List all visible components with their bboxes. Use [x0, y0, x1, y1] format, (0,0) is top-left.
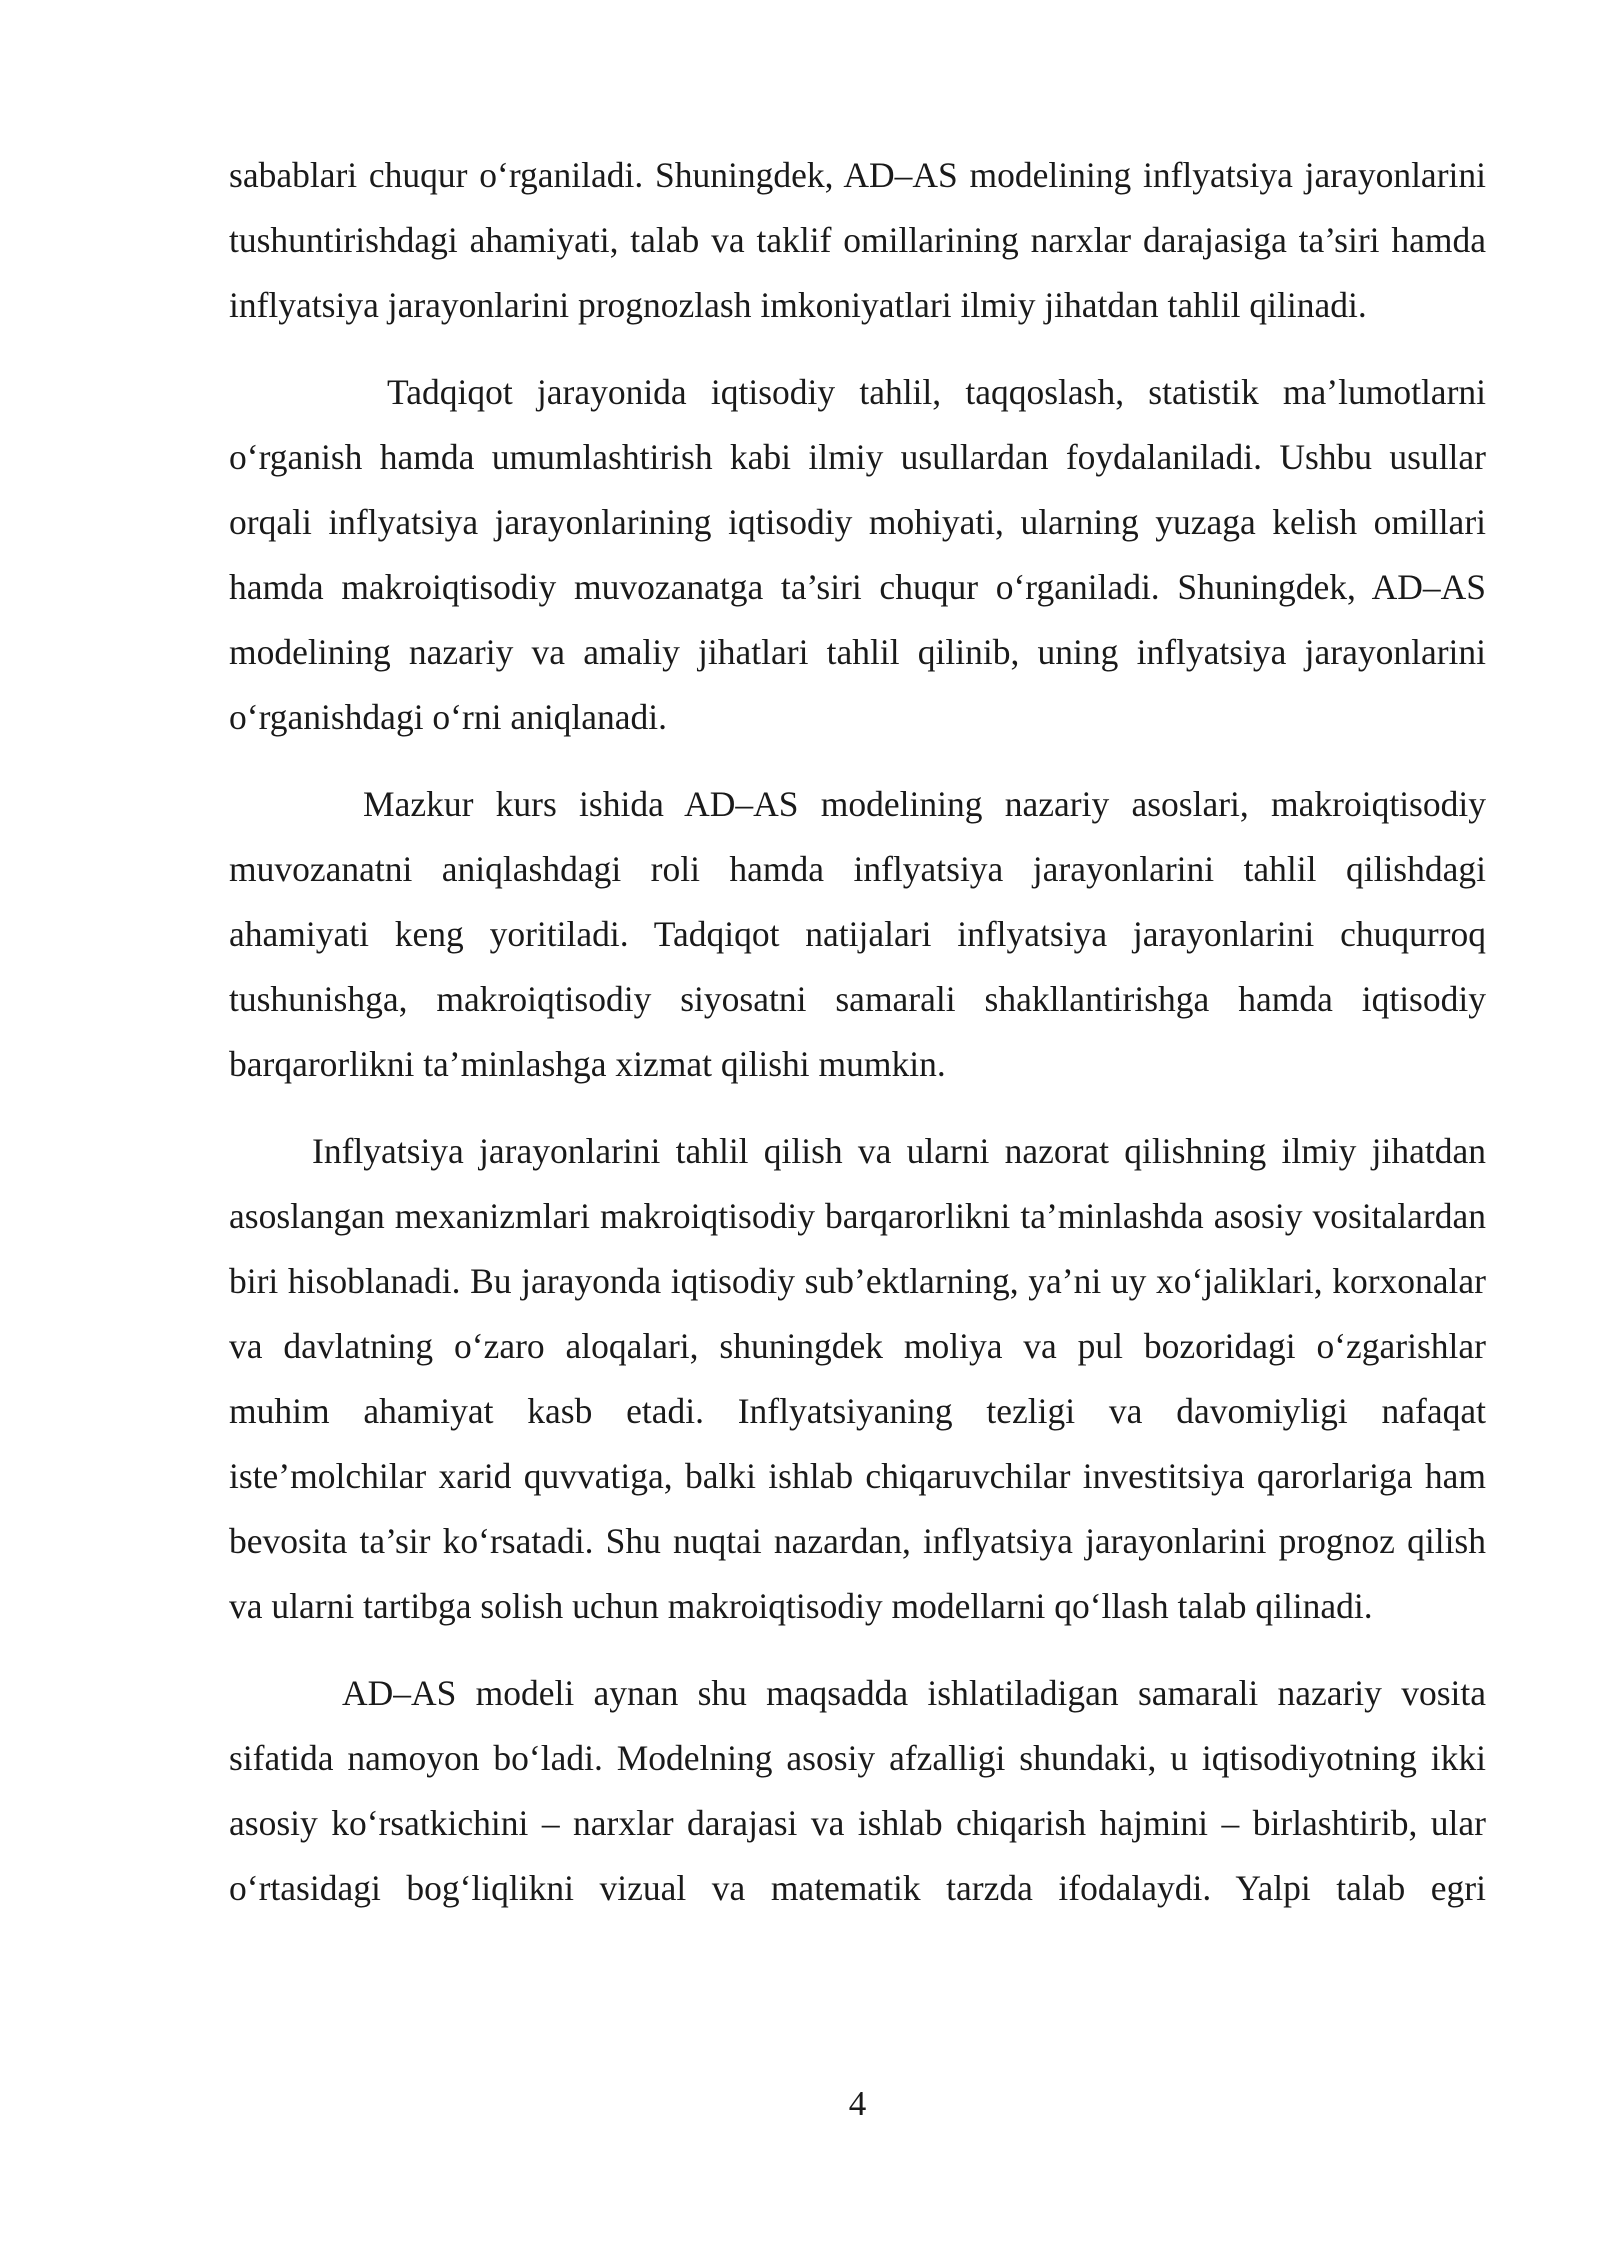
body-text [229, 143, 1486, 1943]
paragraph-1: sabablari chuqur o‘rganiladi. Shuningdek, AD–AS modelining inflyatsiya jarayonlarini tushuntirishdagi ahamiyati, talab va taklif omillarining narxlar darajasiga ta’siri hamda inflyatsiya jarayonlarini prognozlash imkoniyatlari ilmiy jihatdan tahlil qilinadi. [229, 155, 1486, 325]
paragraph-3: Mazkur kurs ishida AD–AS modelining nazariy asoslari, makroiqtisodiy muvozanatni aniqlashdagi roli hamda inflyatsiya jarayonlarini tahlil qilishdagi ahamiyati keng yoritiladi. Tadqiqot natijalari inflyatsiya jarayonlarini chuqurroq tushunishga, makroiqtisodiy siyosatni samarali shakllantirishga hamda iqtisodiy barqarorlikni ta’minlashga xizmat qilishi mumkin. [229, 784, 1486, 1084]
paragraph-2: Tadqiqot jarayonida iqtisodiy tahlil, taqqoslash, statistik ma’lumotlarni o‘rganish hamda umumlashtirish kabi ilmiy usullardan foydalaniladi. Ushbu usullar orqali inflyatsiya jarayonlarining iqtisodiy mohiyati, ularning yuzaga kelish omillari hamda makroiqtisodiy muvozanatga ta’siri chuqur o‘rganiladi. Shuningdek, AD–AS modelining nazariy va amaliy jihatlari tahlil qilinib, uning inflyatsiya jarayonlarini o‘rganishdagi o‘rni aniqlanadi. [229, 372, 1486, 737]
paragraph-5: AD–AS modeli aynan shu maqsadda ishlatiladigan samarali nazariy vosita sifatida namoyon bo‘ladi. Modelning asosiy afzalligi shundaki, u iqtisodiyotning ikki asosiy ko‘rsatkichini – narxlar darajasi va ishlab chiqarish hajmini – birlashtirib, ular o‘rtasidagi bog‘liqlikni vizual va matematik tarzda ifodalaydi. Yalpi talab egri [229, 1673, 1486, 1908]
paragraph-4: Inflyatsiya jarayonlarini tahlil qilish va ularni nazorat qilishning ilmiy jihatdan asoslangan mexanizmlari makroiqtisodiy barqarorlikni ta’minlashda asosiy vositalardan biri hisoblanadi. Bu jarayonda iqtisodiy sub’ektlarning, ya’ni uy xo‘jaliklari, korxonalar va davlatning o‘zaro aloqalari, shuningdek moliya va pul bozoridagi o‘zgarishlar muhim ahamiyat kasb etadi. Inflyatsiyaning tezligi va davomiyligi nafaqat iste’molchilar xarid quvvatiga, balki ishlab chiqaruvchilar investitsiya qarorlariga ham bevosita ta’sir ko‘rsatadi. Shu nuqtai nazardan, inflyatsiya jarayonlarini prognoz qilish va ularni tartibga solish uchun makroiqtisodiy modellarni qo‘llash talab qilinadi. [229, 1131, 1486, 1626]
page-number: 4 [848, 2084, 867, 2123]
